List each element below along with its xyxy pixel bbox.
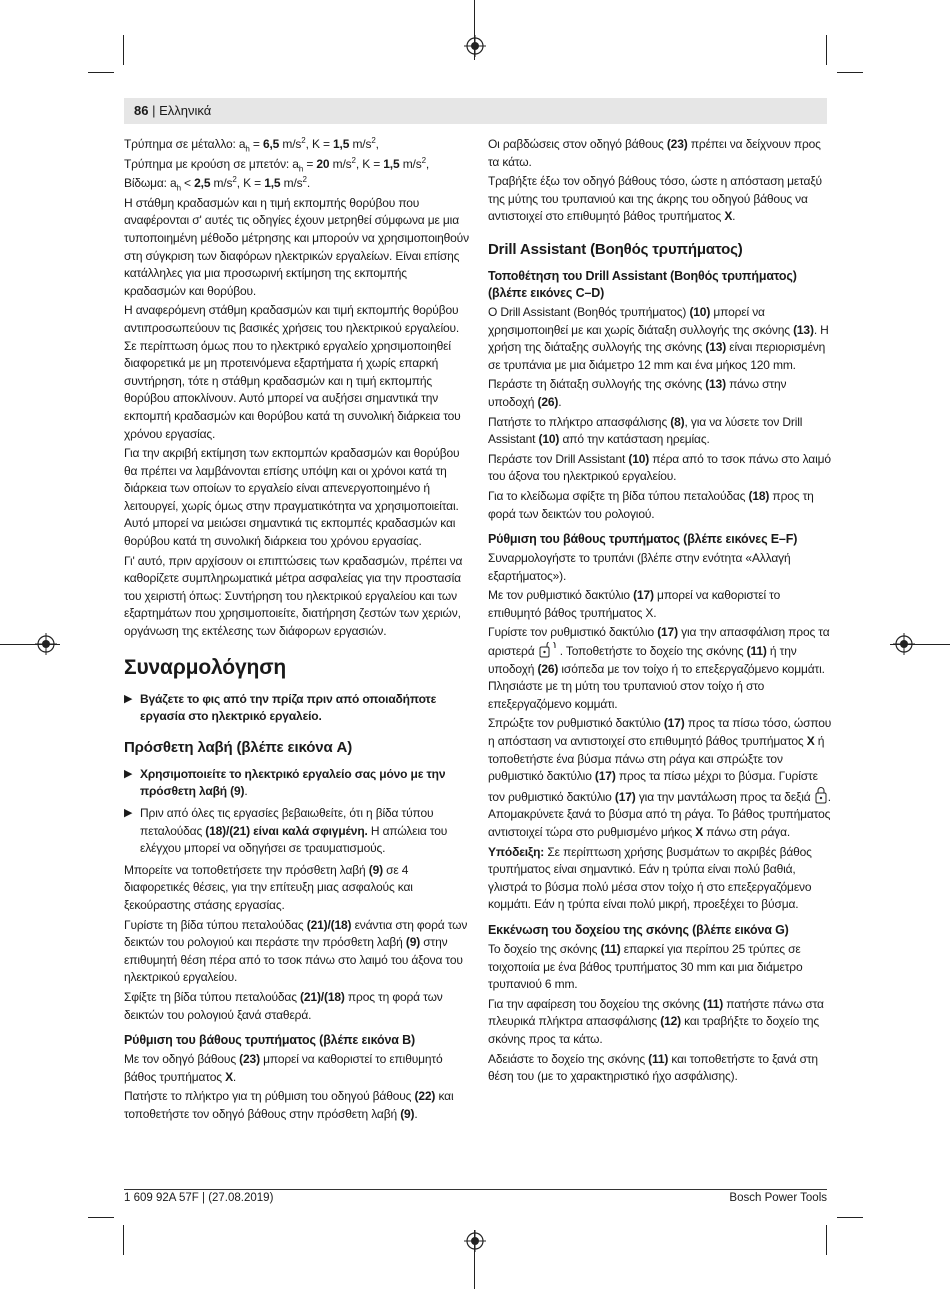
- crop-mark: [123, 35, 124, 65]
- page-number: 86: [134, 103, 149, 118]
- bullet-triangle-icon: ▶: [124, 692, 133, 705]
- crop-mark: [88, 72, 114, 73]
- registration-mark-icon: [893, 633, 915, 655]
- note-paragraph: Υπόδειξη: Σε περίπτωση χρήσης βυσμάτων το ακριβές βάθος τρυπήματος είναι σημαντικό. Εάν η τρύπα είναι πολύ βαθιά, γλιστρά το βύσμα πολύ μέσα στον τοίχο ή στο επεξεργαζόμενο κομμάτι. Εάν η τρύπα είναι πολύ μικρή, προεξέχει το βύσμα.: [488, 844, 812, 912]
- paragraph: Τραβήξτε έξω τον οδηγό βάθους τόσο, ώστε η απόσταση μεταξύ της μύτης του τρυπανιού και της άκρης του οδηγού βάθους να αντιστοιχεί στο επιθυμητό βάθος τρυπήματος X.: [488, 174, 822, 224]
- crop-mark: [123, 1225, 124, 1255]
- bullet-triangle-icon: ▶: [124, 807, 133, 819]
- crop-mark: [88, 1217, 114, 1218]
- registration-mark-icon: [464, 35, 486, 57]
- vibration-value-concrete: Τρύπημα με κρούση σε μπετόν: $a_h = 20$ $m/s^2$, K = 1,5 $m/s^2$,: [124, 155, 430, 173]
- footer-rule: [124, 1189, 827, 1190]
- paragraph: Οι ραβδώσεις στον οδηγό βάθους (23) πρέπει να δείχνουν προς τα κάτω.: [488, 137, 821, 169]
- warning-bullet: ▶ Πριν από όλες τις εργασίες βεβαιωθείτε, ότι η βίδα τύπου πεταλούδας (18)/(21) είναι καλά σφιγμένη. Η απώλεια του ελέγχου μπορεί να οδηγήσει σε τραυματισμούς.: [124, 806, 448, 856]
- lock-right-icon: [814, 786, 828, 804]
- subsection-heading-placement: Τοποθέτηση του Drill Assistant (Βοηθός τρυπήματος) (βλέπε εικόνες C–D): [488, 268, 797, 300]
- subsection-heading-aux-handle: Πρόσθετη λαβή (βλέπε εικόνα A): [124, 738, 353, 756]
- paragraph: Σφίξτε τη βίδα τύπου πεταλούδας (21)/(18) προς τη φορά των δεικτών του ρολογιού ξανά σταθερά.: [124, 989, 443, 1022]
- paragraph: Ο Drill Assistant (Βοηθός τρυπήματος) (10) μπορεί να χρησιμοποιηθεί με και χωρίς διάταξη συλλογής της σκόνης (13). Η χρήση της διάταξης συλλογής της σκόνης (13) είναι περιορισμένη σε τρυπάνια με μια διάμετρο 12 mm και ένα μήκος 120 mm.: [488, 304, 829, 372]
- paragraph: Σπρώξτε τον ρυθμιστικό δακτύλιο (17) προς τα πίσω τόσο, ώσπου η απόσταση να αντιστοιχεί στο επιθυμητό βάθος τρυπήματος X ή τοποθετήστε ένα βύσμα πάνω στη ράγα και σπρώξτε τον ρυθμιστικό δακτύλιο (17) προς τα πίσω μέχρι το βύσμα. Γυρίστε τον ρυθμιστικό δακτύλιο (17) για την μαντάλωση προς τα δεξιά . Απομακρύνετε ξανά το βύσμα από τη ράγα. Το βάθος τρυπήματος αντιστοιχεί τώρα στο ρυθμισμένο μήκος X πάνω στη ράγα.: [488, 716, 832, 839]
- paragraph: Το δοχείο της σκόνης (11) επαρκεί για περίπου 25 τρύπες σε τοιχοποιία με ένα βάθος τρυπήματος 30 mm και μια διάμετρο τρυπανιού 6 mm.: [488, 941, 803, 992]
- warning-bullet: ▶ Βγάζετε το φις από την πρίζα πριν από οποιαδήποτε εργασία στο ηλεκτρικό εργαλείο.: [124, 691, 437, 724]
- brand-name: Bosch Power Tools: [729, 1192, 827, 1204]
- crop-mark: [837, 1217, 863, 1218]
- section-heading-drill-assistant: Drill Assistant (Βοηθός τρυπήματος): [488, 240, 743, 258]
- paragraph: Πατήστε το πλήκτρο απασφάλισης (8), για να λύσετε τον Drill Assistant (10) από την κατάσταση ηρεμίας.: [488, 414, 803, 447]
- document-code: 1 609 92A 57F | (27.08.2019): [124, 1192, 274, 1204]
- paragraph: Για την αφαίρεση του δοχείου της σκόνης (11) πατήστε πάνω στα πλευρικά πλήκτρα απασφάλισης (12) και τραβήξτε το δοχείο της σκόνης προς τα κάτω.: [488, 996, 824, 1046]
- paragraph: Με τον ρυθμιστικό δακτύλιο (17) μπορεί να καθοριστεί το επιθυμητό βάθος τρυπήματος X.: [488, 588, 781, 620]
- paragraph: Γι' αυτό, πριν αρχίσουν οι επιπτώσεις των κραδασμών, πρέπει να καθορίζετε συμπληρωματικά μέτρα ασφαλείας για την προστασία του χειριστή όπως: Συντήρηση του ηλεκτρικού εργαλείου και των εξαρτημάτων που χρησιμοποιείτε, διατήρηση ζεστών των χεριών, οργάνωση της εκτέλεσης των διάφορων εργασιών.: [124, 553, 463, 639]
- page-header: 86 | Ελληνικά: [134, 103, 212, 118]
- registration-mark-icon: [35, 633, 57, 655]
- crop-mark: [837, 72, 863, 73]
- warning-bullet: ▶ Χρησιμοποιείτε το ηλεκτρικό εργαλείο σας μόνο με την πρόσθετη λαβή (9).: [124, 766, 446, 799]
- paragraph: Για το κλείδωμα σφίξτε τη βίδα τύπου πεταλούδας (18) προς τη φορά των δεικτών του ρολογιού.: [488, 488, 814, 521]
- subsection-heading-depth-ef: Ρύθμιση του βάθους τρυπήματος (βλέπε εικόνες E–F): [488, 532, 798, 547]
- page-header-bar: [124, 98, 827, 124]
- right-column: [488, 136, 833, 1088]
- subsection-heading-depth: Ρύθμιση του βάθους τρυπήματος (βλέπε εικόνα B): [124, 1033, 416, 1048]
- paragraph: Αδειάστε το δοχείο της σκόνης (11) και τοποθετήστε το ξανά στη θέση του (με το χαρακτηριστικό ήχο ασφάλισης).: [488, 1051, 818, 1084]
- bullet-triangle-icon: ▶: [124, 767, 133, 780]
- paragraph: Με τον οδηγό βάθους (23) μπορεί να καθοριστεί το επιθυμητό βάθος τρυπήματος X.: [124, 1052, 443, 1084]
- vibration-value-screwdriving: Βίδωμα: $a_h < 2,5$ $m/s^2$, K = 1,5 $m/s^2$.: [124, 175, 310, 193]
- registration-mark-icon: [464, 1230, 486, 1252]
- language-label: Ελληνικά: [159, 103, 212, 118]
- section-heading-assembly: Συναρμολόγηση: [124, 655, 287, 679]
- paragraph: Περάστε τη διάταξη συλλογής της σκόνης (13) πάνω στην υποδοχή (26).: [488, 377, 787, 409]
- paragraph: Γυρίστε τον ρυθμιστικό δακτύλιο (17) για την απασφάλιση προς τα αριστερά . Τοποθετήστε το δοχείο της σκόνης (11) ή την υποδοχή (26) ισόπεδα με τον τοίχο ή το επεξεργαζόμενο κομμάτι. Πλησιάστε με τη μύτη του τρυπανιού στον τοίχο ή στο επεξεργαζόμενο κομμάτι.: [488, 625, 830, 711]
- paragraph: Γυρίστε τη βίδα τύπου πεταλούδας (21)/(18) ενάντια στη φορά των δεικτών του ρολογιού και περάστε την πρόσθετη λαβή (9) στην επιθυμητή θέση πέρα από το τσοκ πάνω στο λαιμό του άξονα του ηλεκτρικού εργαλείου.: [124, 917, 468, 985]
- paragraph: Περάστε τον Drill Assistant (10) πέρα από το τσοκ πάνω στο λαιμό του άξονα του ηλεκτρικού εργαλείου.: [488, 451, 831, 484]
- paragraph: Για την ακριβή εκτίμηση των εκπομπών κραδασμών και θορύβου θα πρέπει να λαμβάνονται επίσης υπόψη και οι χρόνοι κατά τη διάρκεια των οποίων το εργαλείο είναι απενεργοποιημένο ή λειτουργεί, χωρίς όμως στην πραγματικότητα να χρησιμοποιείται. Αυτό μπορεί να μειώσει σημαντικά τις εκπομπές κραδασμών και θορύβου κατά τη συνολική διάρκεια του χρόνου εργασίας.: [124, 446, 460, 549]
- paragraph: Συναρμολογήστε το τρυπάνι (βλέπε στην ενότητα «Αλλαγή εξαρτήματος»).: [488, 551, 791, 583]
- paragraph: Η στάθμη κραδασμών και η τιμή εκπομπής θορύβου που αναφέρονται σ' αυτές τις οδηγίες έχουν μετρηθεί σύμφωνα με μια τυποποιημένη μέθοδο μέτρησης και μπορούν να χρησιμοποιηθούν στη σύγκριση των διαφόρων ηλεκτρικών εργαλείων. Είναι επίσης κατάλληλες για μια προσωρινή εκτίμηση της εκπομπής κραδασμών και θορύβου.: [124, 195, 469, 298]
- paragraph: Μπορείτε να τοποθετήσετε την πρόσθετη λαβή (9) σε 4 διαφορετικές θέσεις, για την επίτευξη μιας ασφαλούς και ξεκούραστης στάσης εργασίας.: [124, 862, 413, 912]
- left-column: [124, 136, 469, 1126]
- unlock-left-icon: [538, 642, 560, 658]
- crop-mark: [826, 35, 827, 65]
- vibration-value-metal: Τρύπημα σε μέταλλο: $a_h = 6,5$ $m/s^2$, K = 1,5 $m/s^2$,: [124, 136, 379, 154]
- paragraph: Η αναφερόμενη στάθμη κραδασμών και τιμή εκπομπής θορύβου αντιπροσωπεύουν τις βασικές χρήσεις του ηλεκτρικού εργαλείου. Σε περίπτωση όμως που το ηλεκτρικό εργαλείο χρησιμοποιηθεί διαφορετικά με μη προτεινόμενα εξαρτήματα ή χωρίς επαρκή συντήρηση, τότε η στάθμη κραδασμών και η τιμή εκπομπής θορύβου αποκλίνουν. Αυτό μπορεί να αυξήσει σημαντικά την εκπομπή κραδασμών και θορύβου κατά τη συνολική διάρκεια του χρόνου εργασίας.: [124, 303, 461, 441]
- subsection-heading-empty-container: Εκκένωση του δοχείου της σκόνης (βλέπε εικόνα G): [488, 922, 789, 937]
- paragraph: Πατήστε το πλήκτρο για τη ρύθμιση του οδηγού βάθους (22) και τοποθετήστε τον οδηγό βάθους στην πρόσθετη λαβή (9).: [124, 1089, 454, 1121]
- crop-mark: [826, 1225, 827, 1255]
